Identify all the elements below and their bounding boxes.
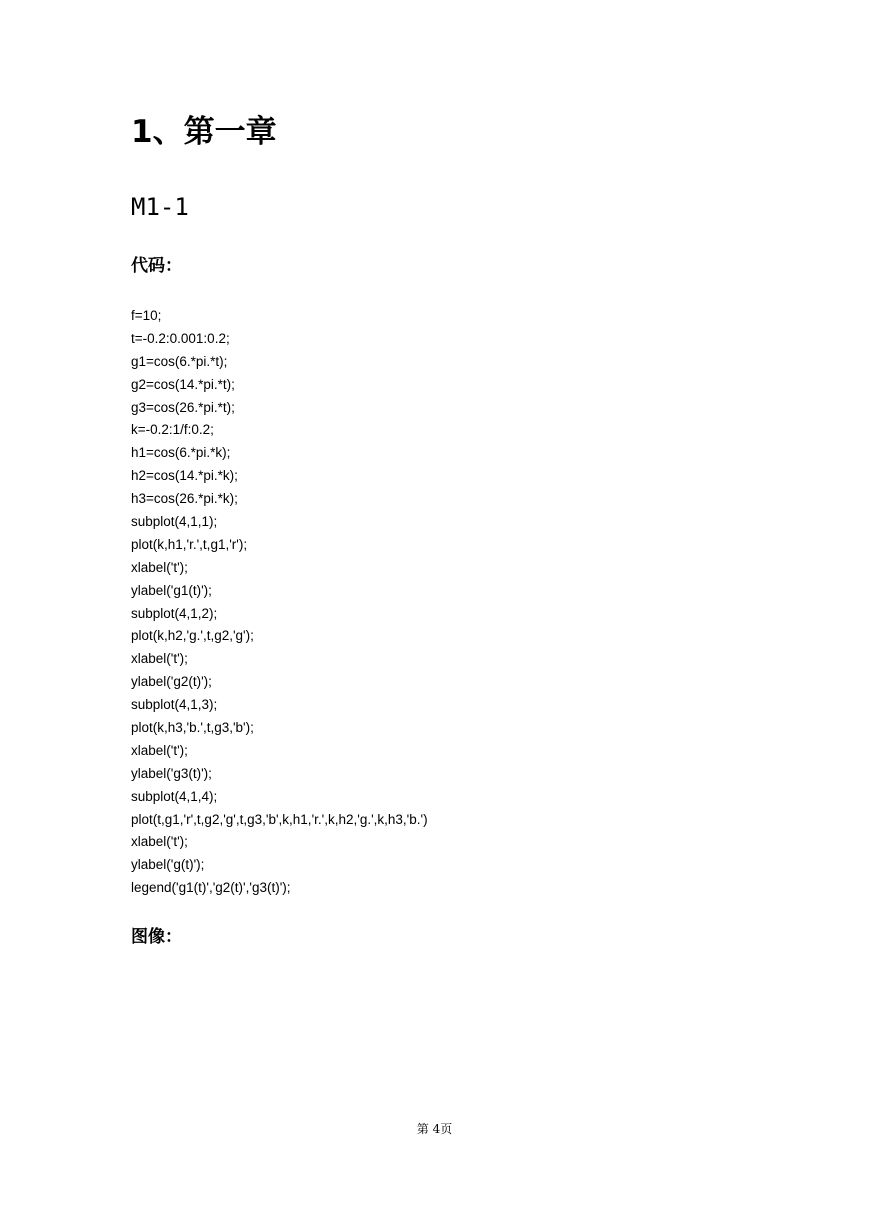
code-line: ylabel('g3(t)'); bbox=[131, 765, 212, 781]
image-heading: 图像： bbox=[131, 927, 182, 947]
code-line: h1=cos(6.*pi.*k); bbox=[131, 445, 231, 461]
code-block bbox=[131, 305, 428, 900]
code-line: plot(t,g1,'r',t,g2,'g',t,g3,'b',k,h1,'r.',k,h2,'g.',k,h3,'b.') bbox=[131, 811, 428, 827]
code-line: plot(k,h2,'g.',t,g2,'g'); bbox=[131, 628, 254, 644]
code-line: k=-0.2:1/f:0.2; bbox=[131, 422, 214, 438]
code-line: h3=cos(26.*pi.*k); bbox=[131, 491, 238, 507]
section-title: M1-1 bbox=[131, 193, 189, 221]
code-line: xlabel('t'); bbox=[131, 834, 188, 850]
code-line: g2=cos(14.*pi.*t); bbox=[131, 376, 235, 392]
code-line: subplot(4,1,3); bbox=[131, 697, 218, 713]
code-line: subplot(4,1,2); bbox=[131, 605, 218, 621]
code-line: legend('g1(t)','g2(t)','g3(t)'); bbox=[131, 880, 291, 896]
code-line: plot(k,h1,'r.',t,g1,'r'); bbox=[131, 536, 248, 552]
code-line: g3=cos(26.*pi.*t); bbox=[131, 399, 235, 415]
code-line: h2=cos(14.*pi.*k); bbox=[131, 468, 238, 484]
chapter-title: 1、第一章 bbox=[131, 114, 277, 150]
code-line: ylabel('g2(t)'); bbox=[131, 674, 212, 690]
code-line: t=-0.2:0.001:0.2; bbox=[131, 330, 230, 346]
code-line: g1=cos(6.*pi.*t); bbox=[131, 353, 228, 369]
code-heading: 代码： bbox=[131, 256, 182, 276]
code-line: f=10; bbox=[131, 308, 162, 323]
code-line: xlabel('t'); bbox=[131, 742, 188, 758]
code-line: xlabel('t'); bbox=[131, 651, 188, 667]
code-line: subplot(4,1,4); bbox=[131, 788, 218, 804]
code-line: xlabel('t'); bbox=[131, 559, 188, 575]
code-line: subplot(4,1,1); bbox=[131, 514, 218, 530]
code-line: ylabel('g1(t)'); bbox=[131, 582, 212, 598]
code-line: ylabel('g(t)'); bbox=[131, 857, 205, 873]
code-line: plot(k,h3,'b.',t,g3,'b'); bbox=[131, 720, 254, 736]
page-footer: 第 4页 bbox=[416, 1122, 453, 1136]
